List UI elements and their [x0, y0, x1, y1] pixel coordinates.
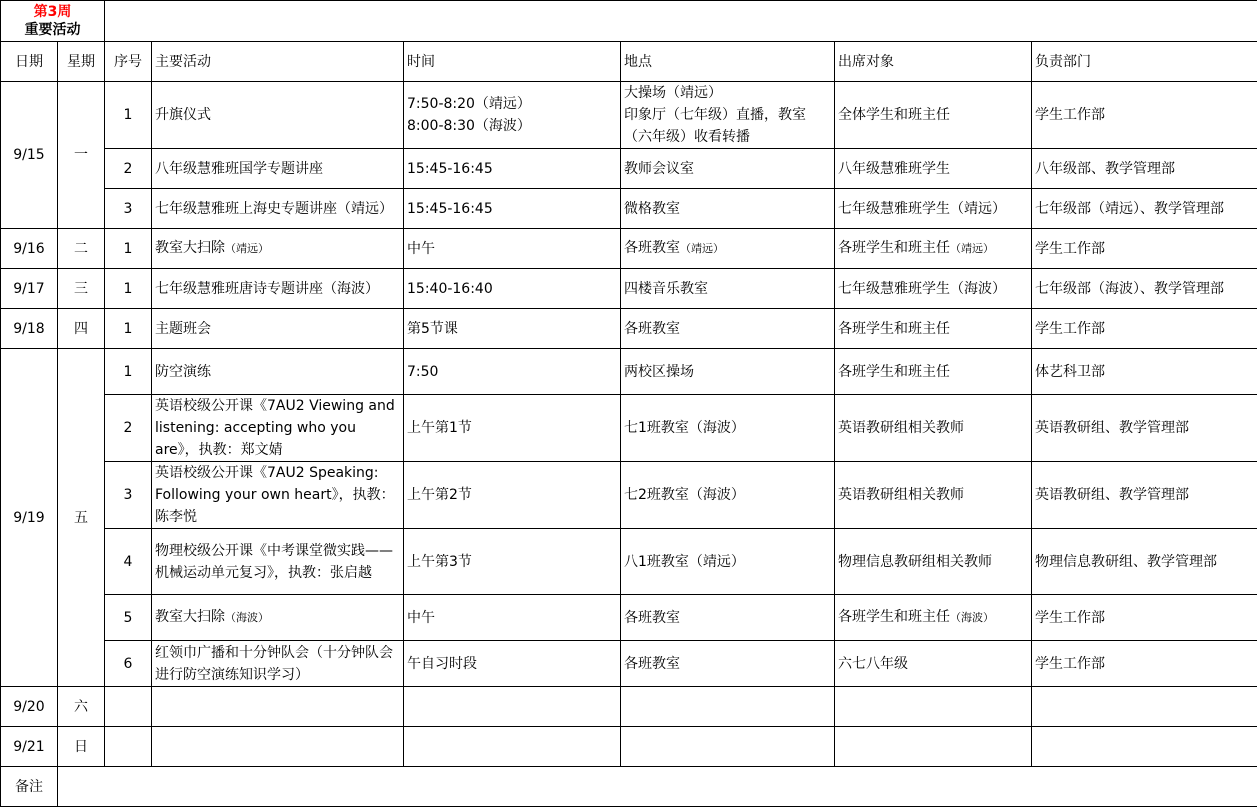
- no-cell: 1: [105, 349, 152, 395]
- attendees-cell: 各班学生和班主任: [835, 309, 1032, 349]
- attendees-cell: [835, 595, 1032, 641]
- header-date: 日期: [1, 42, 58, 82]
- time-cell: 上午第2节: [404, 462, 621, 529]
- time-cell: 午自习时段: [404, 641, 621, 687]
- date-cell: 9/21: [1, 727, 58, 767]
- place-cell: 教师会议室: [621, 149, 835, 189]
- attendees-cell: 七年级慧雅班学生（靖远）: [835, 189, 1032, 229]
- header-dept: 负责部门: [1032, 42, 1257, 82]
- campus-note: （靖远）: [225, 242, 269, 255]
- notes-content[interactable]: [58, 767, 1257, 807]
- attendees-cell: 七年级慧雅班学生（海波）: [835, 269, 1032, 309]
- dept-cell: 七年级部（靖远）、教学管理部: [1032, 189, 1257, 229]
- dept-cell: 八年级部、教学管理部: [1032, 149, 1257, 189]
- time-cell: 中午: [404, 229, 621, 269]
- campus-note: （靖远）: [680, 242, 724, 255]
- table-row: [1, 149, 1257, 189]
- dept-cell: 学生工作部: [1032, 82, 1257, 149]
- activity-cell: 七年级慧雅班上海史专题讲座（靖远）: [152, 189, 404, 229]
- place-cell: 八1班教室（靖远）: [621, 529, 835, 595]
- attendees-cell: [835, 687, 1032, 727]
- time-cell: 15:45-16:45: [404, 149, 621, 189]
- table-row: [1, 462, 1257, 529]
- activity-cell: [152, 687, 404, 727]
- no-cell: 1: [105, 309, 152, 349]
- dept-cell: [1032, 687, 1257, 727]
- header-row: [1, 42, 1257, 82]
- no-cell: 6: [105, 641, 152, 687]
- place-line: 大操场（靖远）: [624, 85, 722, 101]
- time-cell: 15:40-16:40: [404, 269, 621, 309]
- header-place: 地点: [621, 42, 835, 82]
- table-row: [1, 529, 1257, 595]
- activity-cell: 七年级慧雅班唐诗专题讲座（海波）: [152, 269, 404, 309]
- attendees-text: 各班学生和班主任: [838, 609, 950, 625]
- dept-cell: 学生工作部: [1032, 595, 1257, 641]
- no-cell: 2: [105, 149, 152, 189]
- table-row: [1, 727, 1257, 767]
- activity-cell: 英语校级公开课《7AU2 Speaking: Following your own heart》，执教：陈李悦: [152, 462, 404, 529]
- weekday-cell: 五: [58, 349, 105, 687]
- date-cell: 9/18: [1, 309, 58, 349]
- table-row: [1, 229, 1257, 269]
- weekday-cell: 二: [58, 229, 105, 269]
- place-cell: 七1班教室（海波）: [621, 395, 835, 462]
- no-cell: 3: [105, 189, 152, 229]
- table-row: [1, 595, 1257, 641]
- activity-cell: 英语校级公开课《7AU2 Viewing and listening: accepting who you are》，执教：郑文婧: [152, 395, 404, 462]
- no-cell: 1: [105, 269, 152, 309]
- attendees-cell: 八年级慧雅班学生: [835, 149, 1032, 189]
- time-cell: 上午第3节: [404, 529, 621, 595]
- activity-cell: 八年级慧雅班国学专题讲座: [152, 149, 404, 189]
- campus-note: （靖远）: [950, 242, 994, 255]
- table-row: [1, 687, 1257, 727]
- header-no: 序号: [105, 42, 152, 82]
- dept-cell: [1032, 727, 1257, 767]
- place-text: 各班教室: [624, 240, 680, 256]
- title-row: [1, 1, 1257, 42]
- attendees-cell: 各班学生和班主任: [835, 349, 1032, 395]
- time-cell: [404, 687, 621, 727]
- campus-note: （海波）: [950, 611, 994, 624]
- time-line: 8:00-8:30（海波）: [407, 118, 531, 134]
- weekday-cell: 日: [58, 727, 105, 767]
- no-cell: 1: [105, 229, 152, 269]
- dept-cell: 物理信息教研组、教学管理部: [1032, 529, 1257, 595]
- place-line: 印象厅（七年级）直播，教室（六年级）收看转播: [624, 107, 806, 145]
- activity-cell: [152, 229, 404, 269]
- header-attendees: 出席对象: [835, 42, 1032, 82]
- place-cell: [621, 82, 835, 149]
- time-cell: 上午第1节: [404, 395, 621, 462]
- title-cell: [1, 1, 105, 42]
- place-cell: 各班教室: [621, 641, 835, 687]
- title-subtitle: 重要活动: [24, 22, 81, 38]
- activity-cell: 防空演练: [152, 349, 404, 395]
- place-cell: [621, 229, 835, 269]
- no-cell: 2: [105, 395, 152, 462]
- attendees-cell: 英语教研组相关教师: [835, 462, 1032, 529]
- place-cell: 微格教室: [621, 189, 835, 229]
- date-cell: 9/17: [1, 269, 58, 309]
- dept-cell: 学生工作部: [1032, 641, 1257, 687]
- date-cell: 9/15: [1, 82, 58, 229]
- place-cell: 各班教室: [621, 309, 835, 349]
- date-cell: 9/19: [1, 349, 58, 687]
- place-cell: [621, 687, 835, 727]
- week-label: 第3周: [33, 4, 72, 20]
- attendees-cell: [835, 229, 1032, 269]
- no-cell: [105, 727, 152, 767]
- attendees-cell: 物理信息教研组相关教师: [835, 529, 1032, 595]
- weekday-cell: 一: [58, 82, 105, 229]
- header-weekday: 星期: [58, 42, 105, 82]
- activity-text: 教室大扫除: [155, 240, 225, 256]
- table-row: [1, 395, 1257, 462]
- dept-cell: 英语教研组、教学管理部: [1032, 462, 1257, 529]
- attendees-cell: [835, 727, 1032, 767]
- table-row: [1, 309, 1257, 349]
- dept-cell: 英语教研组、教学管理部: [1032, 395, 1257, 462]
- activity-cell: 升旗仪式: [152, 82, 404, 149]
- weekday-cell: 六: [58, 687, 105, 727]
- attendees-text: 各班学生和班主任: [838, 240, 950, 256]
- header-activity: 主要活动: [152, 42, 404, 82]
- activity-cell: 主题班会: [152, 309, 404, 349]
- activity-cell: 红领巾广播和十分钟队会（十分钟队会进行防空演练知识学习）: [152, 641, 404, 687]
- weekday-cell: 四: [58, 309, 105, 349]
- activity-cell: 物理校级公开课《中考课堂微实践——机械运动单元复习》，执教：张启越: [152, 529, 404, 595]
- no-cell: 5: [105, 595, 152, 641]
- place-cell: [621, 727, 835, 767]
- table-row: [1, 269, 1257, 309]
- dept-cell: 学生工作部: [1032, 229, 1257, 269]
- time-cell: [404, 82, 621, 149]
- activity-cell: [152, 727, 404, 767]
- date-cell: 9/16: [1, 229, 58, 269]
- activity-text: 教室大扫除: [155, 609, 225, 625]
- no-cell: 1: [105, 82, 152, 149]
- no-cell: 3: [105, 462, 152, 529]
- attendees-cell: 六七八年级: [835, 641, 1032, 687]
- table-row: [1, 349, 1257, 395]
- notes-row: [1, 767, 1257, 807]
- time-cell: 中午: [404, 595, 621, 641]
- header-time: 时间: [404, 42, 621, 82]
- no-cell: 4: [105, 529, 152, 595]
- attendees-cell: 全体学生和班主任: [835, 82, 1032, 149]
- table-row: [1, 82, 1257, 149]
- place-cell: 七2班教室（海波）: [621, 462, 835, 529]
- place-cell: 各班教室: [621, 595, 835, 641]
- campus-note: （海波）: [225, 611, 269, 624]
- time-cell: 15:45-16:45: [404, 189, 621, 229]
- dept-cell: 七年级部（海波）、教学管理部: [1032, 269, 1257, 309]
- date-cell: 9/20: [1, 687, 58, 727]
- dept-cell: 体艺科卫部: [1032, 349, 1257, 395]
- time-cell: 7:50: [404, 349, 621, 395]
- weekday-cell: 三: [58, 269, 105, 309]
- dept-cell: 学生工作部: [1032, 309, 1257, 349]
- place-cell: 四楼音乐教室: [621, 269, 835, 309]
- table-row: [1, 641, 1257, 687]
- no-cell: [105, 687, 152, 727]
- time-cell: 第5节课: [404, 309, 621, 349]
- title-blank: [105, 1, 1257, 42]
- activity-cell: [152, 595, 404, 641]
- time-cell: [404, 727, 621, 767]
- time-line: 7:50-8:20（靖远）: [407, 96, 531, 112]
- table-row: [1, 189, 1257, 229]
- notes-label: 备注: [1, 767, 58, 807]
- attendees-cell: 英语教研组相关教师: [835, 395, 1032, 462]
- place-cell: 两校区操场: [621, 349, 835, 395]
